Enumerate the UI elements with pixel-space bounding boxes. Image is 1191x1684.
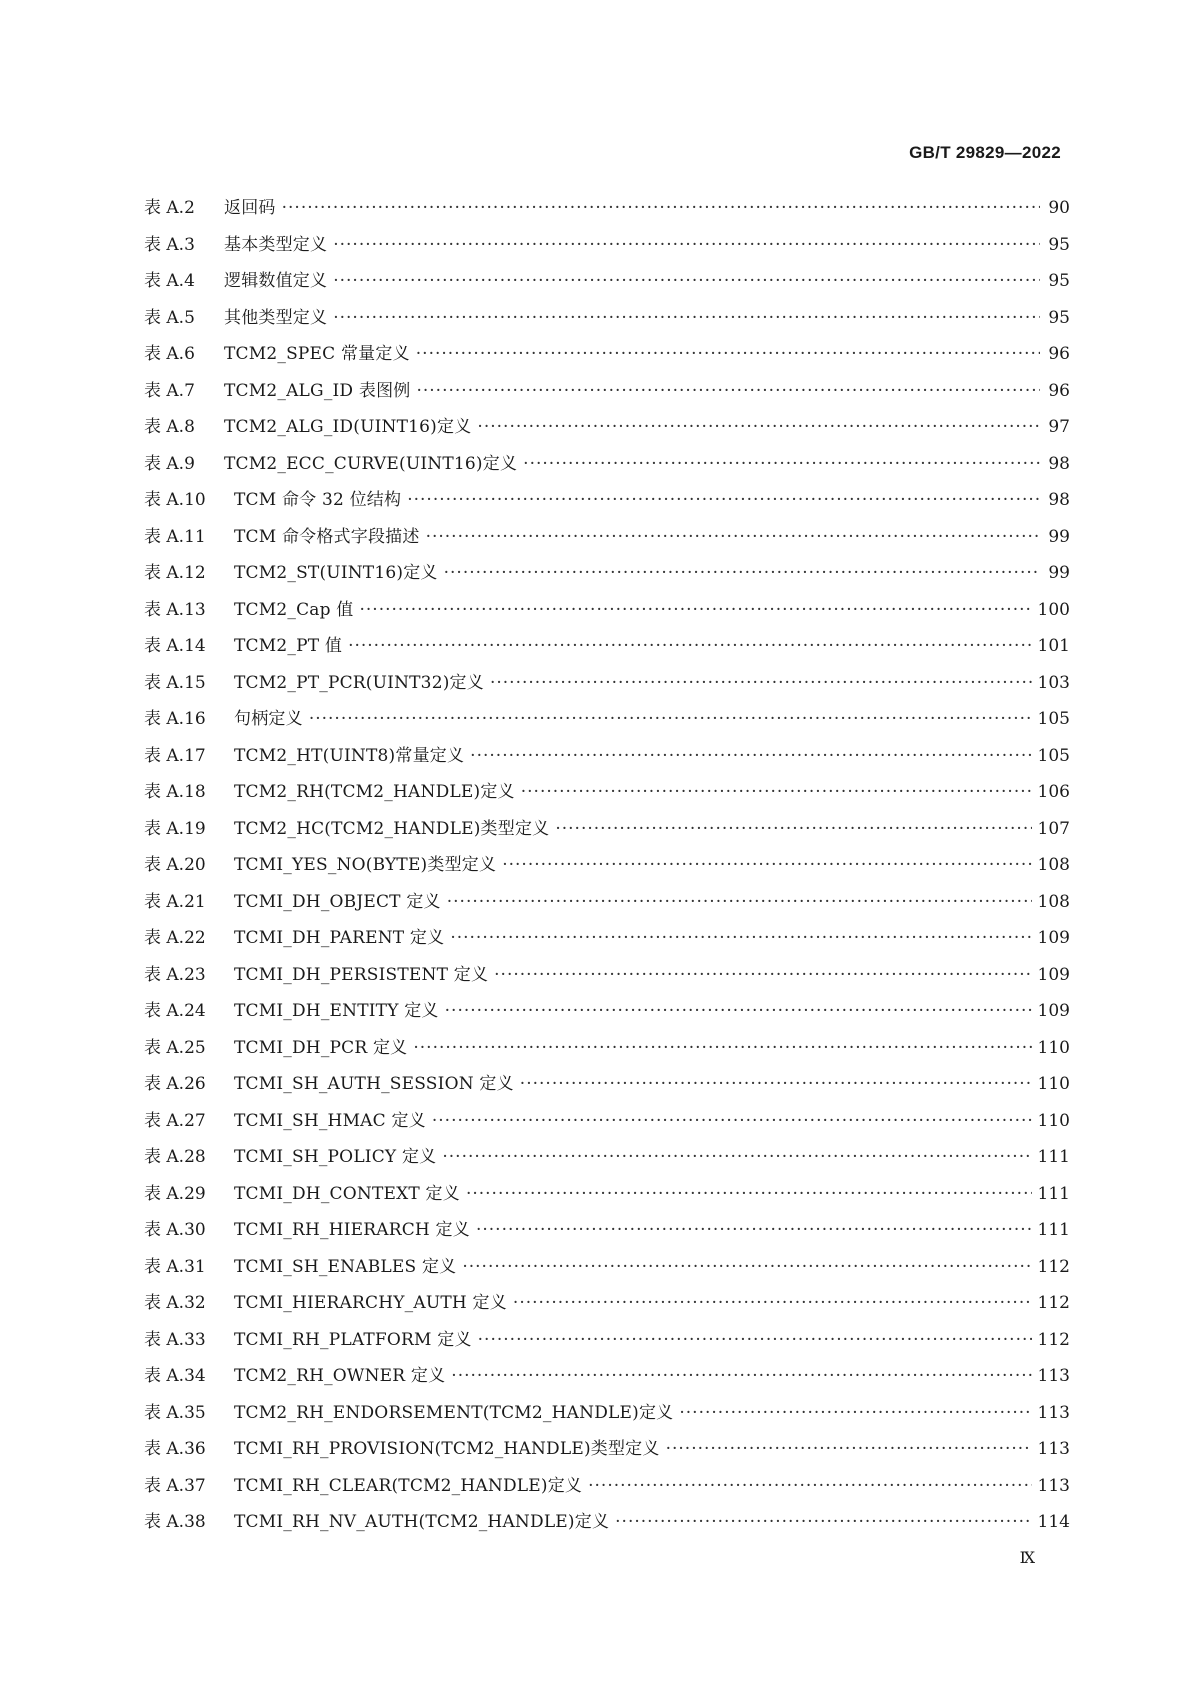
toc-entry-title: TCM2_ALG_ID(UINT16)定义 bbox=[224, 417, 472, 437]
toc-entry[interactable] bbox=[144, 960, 1070, 997]
toc-entry-page: 98 bbox=[1048, 453, 1070, 474]
toc-entry[interactable] bbox=[144, 1507, 1070, 1544]
toc-entry-title: TCMI_DH_ENTITY 定义 bbox=[234, 1001, 439, 1021]
toc-entry-number: 表 A.32 bbox=[144, 1293, 206, 1313]
toc-entry-page: 96 bbox=[1048, 380, 1070, 401]
toc-entry[interactable] bbox=[144, 1325, 1070, 1362]
standard-code-header: GB/T 29829—2022 bbox=[909, 143, 1061, 162]
toc-entry-page: 112 bbox=[1037, 1256, 1070, 1277]
toc-entry[interactable] bbox=[144, 449, 1070, 486]
toc-entry[interactable] bbox=[144, 1288, 1070, 1325]
toc-dot-leader bbox=[333, 235, 1040, 255]
toc-entry-number: 表 A.38 bbox=[144, 1512, 206, 1532]
toc-entry-number: 表 A.9 bbox=[144, 453, 195, 474]
toc-entry-page: 105 bbox=[1037, 709, 1070, 729]
toc-entry-title: 句柄定义 bbox=[234, 709, 303, 729]
toc-entry[interactable] bbox=[144, 704, 1070, 741]
toc-entry-number: 表 A.22 bbox=[144, 928, 206, 948]
toc-dot-leader bbox=[494, 965, 1031, 985]
page-number-footer: Ⅸ bbox=[1019, 1548, 1035, 1567]
toc-entry-number: 表 A.2 bbox=[144, 198, 195, 218]
toc-dot-leader bbox=[426, 527, 1040, 547]
toc-entry-title: TCMI_DH_PERSISTENT 定义 bbox=[234, 964, 489, 985]
toc-entry-number: 表 A.16 bbox=[144, 709, 206, 729]
toc-entry[interactable] bbox=[144, 1434, 1070, 1471]
toc-dot-leader bbox=[478, 1330, 1032, 1350]
toc-entry-number: 表 A.19 bbox=[144, 818, 206, 839]
toc-entry-number: 表 A.17 bbox=[144, 745, 206, 766]
toc-entry-number: 表 A.24 bbox=[144, 1001, 206, 1021]
toc-entry-page: 99 bbox=[1048, 526, 1070, 547]
toc-entry-title: TCMI_DH_OBJECT 定义 bbox=[234, 891, 441, 912]
toc-entry-page: 111 bbox=[1037, 1147, 1070, 1167]
toc-dot-leader bbox=[615, 1512, 1031, 1532]
toc-dot-leader bbox=[513, 1293, 1032, 1313]
toc-dot-leader bbox=[470, 746, 1031, 766]
toc-entry-title: TCMI_SH_ENABLES 定义 bbox=[234, 1256, 457, 1277]
toc-entry-title: 返回码 bbox=[224, 198, 276, 218]
toc-entry-page: 107 bbox=[1037, 818, 1070, 839]
toc-entry-page: 109 bbox=[1037, 964, 1070, 985]
toc-entry-title: TCMI_SH_AUTH_SESSION 定义 bbox=[234, 1074, 514, 1094]
toc-entry-page: 105 bbox=[1037, 745, 1070, 766]
toc-entry-page: 113 bbox=[1037, 1402, 1070, 1423]
toc-entry[interactable] bbox=[144, 1252, 1070, 1289]
toc-entry-number: 表 A.3 bbox=[144, 234, 195, 255]
toc-entry[interactable] bbox=[144, 1142, 1070, 1179]
toc-dot-leader bbox=[445, 1001, 1032, 1021]
toc-entry-title: TCMI_RH_NV_AUTH(TCM2_HANDLE)定义 bbox=[234, 1512, 610, 1532]
toc-entry-number: 表 A.33 bbox=[144, 1329, 206, 1350]
table-of-contents bbox=[144, 193, 1070, 1544]
toc-entry-number: 表 A.12 bbox=[144, 563, 206, 583]
toc-entry[interactable] bbox=[144, 339, 1070, 376]
toc-entry-page: 99 bbox=[1048, 563, 1070, 583]
toc-entry-title: TCMI_DH_PARENT 定义 bbox=[234, 928, 445, 948]
toc-dot-leader bbox=[309, 709, 1032, 729]
toc-entry[interactable] bbox=[144, 1361, 1070, 1398]
toc-entry-page: 113 bbox=[1037, 1439, 1070, 1459]
toc-entry-title: TCM2_PT_PCR(UINT32)定义 bbox=[234, 672, 484, 693]
toc-entry-title: TCMI_RH_PLATFORM 定义 bbox=[234, 1329, 472, 1350]
toc-entry-title: TCMI_RH_PROVISION(TCM2_HANDLE)类型定义 bbox=[234, 1439, 660, 1459]
toc-dot-leader bbox=[502, 855, 1031, 875]
toc-entry-number: 表 A.4 bbox=[144, 271, 195, 291]
toc-dot-leader bbox=[521, 782, 1032, 802]
toc-dot-leader bbox=[444, 563, 1040, 583]
toc-entry-number: 表 A.36 bbox=[144, 1439, 206, 1459]
toc-entry[interactable] bbox=[144, 668, 1070, 705]
toc-entry[interactable] bbox=[144, 996, 1070, 1033]
toc-entry[interactable] bbox=[144, 485, 1070, 522]
toc-entry-page: 95 bbox=[1048, 234, 1070, 255]
toc-entry-page: 98 bbox=[1048, 490, 1070, 510]
toc-entry-page: 111 bbox=[1037, 1220, 1070, 1240]
toc-entry[interactable] bbox=[144, 923, 1070, 960]
toc-entry-page: 97 bbox=[1048, 417, 1070, 437]
toc-entry-number: 表 A.23 bbox=[144, 964, 206, 985]
toc-dot-leader bbox=[442, 1147, 1031, 1167]
toc-entry-number: 表 A.27 bbox=[144, 1110, 206, 1131]
toc-entry-page: 90 bbox=[1048, 198, 1070, 218]
toc-entry-title: TCM2_RH(TCM2_HANDLE)定义 bbox=[234, 782, 515, 802]
toc-dot-leader bbox=[523, 454, 1040, 474]
toc-entry[interactable] bbox=[144, 522, 1070, 559]
toc-entry-title: TCMI_DH_PCR 定义 bbox=[234, 1037, 408, 1058]
toc-entry-page: 112 bbox=[1037, 1329, 1070, 1350]
toc-entry[interactable] bbox=[144, 631, 1070, 668]
toc-entry-number: 表 A.18 bbox=[144, 782, 206, 802]
toc-entry-title: TCM2_ALG_ID 表图例 bbox=[224, 380, 411, 401]
toc-entry-number: 表 A.35 bbox=[144, 1402, 206, 1423]
toc-entry-page: 95 bbox=[1048, 271, 1070, 291]
toc-entry-title: TCM2_HC(TCM2_HANDLE)类型定义 bbox=[234, 818, 550, 839]
toc-entry-title: TCM2_ST(UINT16)定义 bbox=[234, 563, 438, 583]
toc-entry-title: TCMI_HIERARCHY_AUTH 定义 bbox=[234, 1293, 507, 1313]
toc-entry-number: 表 A.28 bbox=[144, 1147, 206, 1167]
toc-entry-page: 108 bbox=[1037, 891, 1070, 912]
toc-entry-page: 109 bbox=[1037, 1001, 1070, 1021]
toc-entry[interactable] bbox=[144, 193, 1070, 230]
toc-entry-title: TCM2_RH_OWNER 定义 bbox=[234, 1366, 446, 1386]
toc-entry[interactable] bbox=[144, 1033, 1070, 1070]
toc-entry-title: TCMI_SH_POLICY 定义 bbox=[234, 1147, 437, 1167]
toc-entry[interactable] bbox=[144, 558, 1070, 595]
toc-dot-leader bbox=[451, 1366, 1031, 1386]
toc-entry-page: 103 bbox=[1037, 672, 1070, 693]
toc-entry-page: 106 bbox=[1037, 782, 1070, 802]
toc-entry[interactable] bbox=[144, 376, 1070, 413]
toc-entry[interactable] bbox=[144, 1069, 1070, 1106]
toc-entry-number: 表 A.6 bbox=[144, 344, 195, 364]
toc-dot-leader bbox=[333, 271, 1040, 291]
toc-entry-page: 110 bbox=[1037, 1037, 1070, 1058]
toc-entry-title: TCM2_HT(UINT8)常量定义 bbox=[234, 745, 465, 766]
toc-entry-page: 96 bbox=[1048, 344, 1070, 364]
toc-entry-page: 113 bbox=[1037, 1366, 1070, 1386]
toc-entry-number: 表 A.37 bbox=[144, 1475, 206, 1496]
toc-entry[interactable] bbox=[144, 595, 1070, 632]
toc-entry[interactable] bbox=[144, 850, 1070, 887]
toc-dot-leader bbox=[666, 1439, 1032, 1459]
toc-dot-leader bbox=[588, 1476, 1031, 1496]
toc-dot-leader bbox=[416, 344, 1040, 364]
toc-dot-leader bbox=[476, 1220, 1032, 1240]
toc-entry-page: 110 bbox=[1037, 1074, 1070, 1094]
toc-entry-number: 表 A.8 bbox=[144, 417, 195, 437]
toc-entry-title: TCM2_Cap 值 bbox=[234, 599, 354, 620]
toc-entry-title: TCM2_PT 值 bbox=[234, 636, 343, 656]
toc-entry[interactable] bbox=[144, 741, 1070, 778]
toc-dot-leader bbox=[447, 892, 1032, 912]
toc-dot-leader bbox=[416, 381, 1040, 401]
toc-dot-leader bbox=[462, 1257, 1031, 1277]
toc-entry-number: 表 A.26 bbox=[144, 1074, 206, 1094]
toc-dot-leader bbox=[360, 600, 1032, 620]
toc-entry[interactable] bbox=[144, 1179, 1070, 1216]
toc-entry-title: 逻辑数值定义 bbox=[224, 271, 328, 291]
toc-entry-number: 表 A.21 bbox=[144, 891, 206, 912]
toc-dot-leader bbox=[407, 490, 1040, 510]
toc-entry-number: 表 A.29 bbox=[144, 1183, 206, 1204]
toc-entry-page: 108 bbox=[1037, 855, 1070, 875]
toc-entry[interactable] bbox=[144, 777, 1070, 814]
toc-entry[interactable] bbox=[144, 230, 1070, 267]
toc-dot-leader bbox=[477, 417, 1040, 437]
toc-entry-title: TCMI_SH_HMAC 定义 bbox=[234, 1110, 426, 1131]
toc-entry-number: 表 A.30 bbox=[144, 1220, 206, 1240]
toc-entry[interactable] bbox=[144, 266, 1070, 303]
toc-dot-leader bbox=[466, 1184, 1032, 1204]
toc-dot-leader bbox=[282, 198, 1040, 218]
toc-entry-number: 表 A.25 bbox=[144, 1037, 206, 1058]
toc-entry-number: 表 A.13 bbox=[144, 599, 206, 620]
toc-dot-leader bbox=[413, 1038, 1031, 1058]
toc-entry-number: 表 A.7 bbox=[144, 380, 195, 401]
toc-entry-page: 95 bbox=[1048, 307, 1070, 328]
toc-entry-title: TCMI_RH_CLEAR(TCM2_HANDLE)定义 bbox=[234, 1475, 583, 1496]
toc-dot-leader bbox=[520, 1074, 1032, 1094]
toc-entry-title: 其他类型定义 bbox=[224, 307, 328, 328]
toc-entry-page: 100 bbox=[1037, 599, 1070, 620]
toc-entry-title: TCM 命令 32 位结构 bbox=[234, 490, 402, 510]
toc-entry-page: 109 bbox=[1037, 928, 1070, 948]
toc-entry-page: 112 bbox=[1037, 1293, 1070, 1313]
toc-entry-number: 表 A.11 bbox=[144, 526, 206, 547]
toc-entry[interactable] bbox=[144, 1398, 1070, 1435]
toc-dot-leader bbox=[432, 1111, 1032, 1131]
toc-entry-page: 110 bbox=[1037, 1110, 1070, 1131]
toc-entry[interactable] bbox=[144, 1106, 1070, 1143]
toc-entry[interactable] bbox=[144, 412, 1070, 449]
toc-entry[interactable] bbox=[144, 887, 1070, 924]
toc-entry[interactable] bbox=[144, 1471, 1070, 1508]
toc-entry-number: 表 A.34 bbox=[144, 1366, 206, 1386]
toc-entry-title: 基本类型定义 bbox=[224, 234, 328, 255]
toc-entry-number: 表 A.14 bbox=[144, 636, 206, 656]
toc-entry[interactable] bbox=[144, 814, 1070, 851]
toc-entry-title: TCM2_ECC_CURVE(UINT16)定义 bbox=[224, 453, 518, 474]
toc-entry-number: 表 A.20 bbox=[144, 855, 206, 875]
toc-dot-leader bbox=[450, 928, 1031, 948]
toc-entry[interactable] bbox=[144, 1215, 1070, 1252]
toc-dot-leader bbox=[555, 819, 1031, 839]
toc-entry-title: TCMI_DH_CONTEXT 定义 bbox=[234, 1183, 460, 1204]
toc-entry-title: TCMI_RH_HIERARCH 定义 bbox=[234, 1220, 470, 1240]
toc-entry-page: 111 bbox=[1037, 1183, 1070, 1204]
toc-entry-page: 101 bbox=[1037, 636, 1070, 656]
toc-dot-leader bbox=[348, 636, 1031, 656]
toc-entry-title: TCM2_SPEC 常量定义 bbox=[224, 344, 410, 364]
toc-entry-number: 表 A.31 bbox=[144, 1256, 206, 1277]
toc-entry-number: 表 A.10 bbox=[144, 490, 206, 510]
toc-entry-title: TCM2_RH_ENDORSEMENT(TCM2_HANDLE)定义 bbox=[234, 1402, 674, 1423]
toc-entry-number: 表 A.15 bbox=[144, 672, 206, 693]
toc-entry-title: TCMI_YES_NO(BYTE)类型定义 bbox=[234, 855, 497, 875]
toc-entry-page: 113 bbox=[1037, 1475, 1070, 1496]
toc-entry-number: 表 A.5 bbox=[144, 307, 195, 328]
toc-entry-page: 114 bbox=[1037, 1512, 1070, 1532]
toc-entry[interactable] bbox=[144, 303, 1070, 340]
toc-dot-leader bbox=[679, 1403, 1031, 1423]
toc-dot-leader bbox=[333, 308, 1040, 328]
toc-dot-leader bbox=[490, 673, 1032, 693]
toc-entry-title: TCM 命令格式字段描述 bbox=[234, 526, 420, 547]
